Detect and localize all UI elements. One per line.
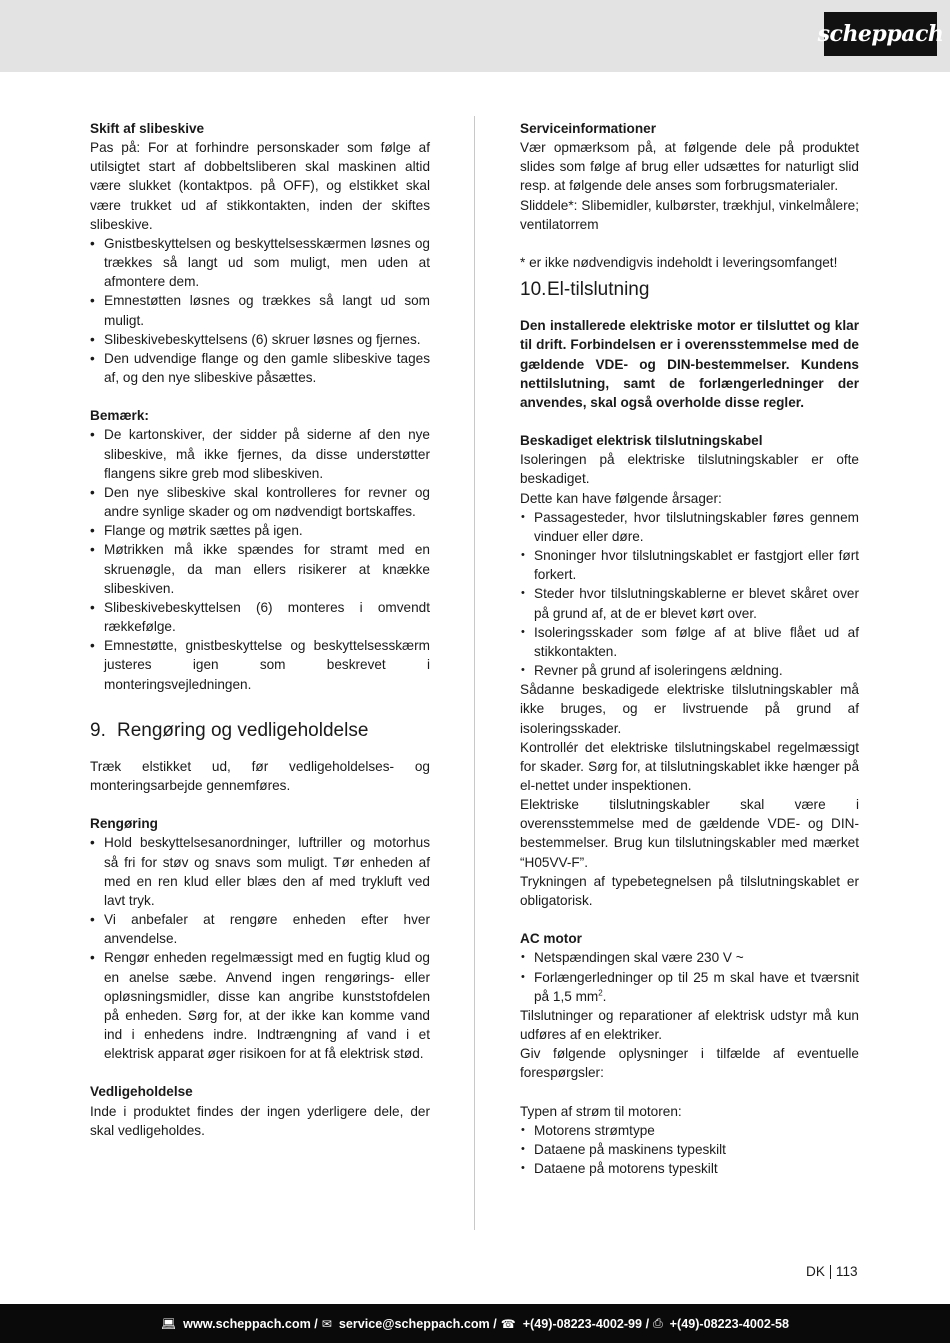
heading-cleaning: Rengøring: [90, 816, 158, 832]
paragraph: Kontrollér det elektriske tilslutningskabel regelmæssigt for skader. Sørg for, at tilslutningskablet ikke hænger på el-nettet under inspektionen.: [520, 739, 859, 793]
list-item: • Vi anbefaler at rengøre enheden efter hver anvendelse.: [90, 910, 430, 948]
list-item: • Slibeskivebeskyttelsens (6) skruer løsnes og fjernes.: [90, 330, 430, 349]
list-item: • Hold beskyttelsesanordninger, luftriller og motorhus så fri for støv og snavs som muligt. Tør enheden af med en ren klud eller blæs den af med trykluft ved lavt tryk.: [90, 833, 430, 910]
section-title-text: El-tilslutning: [547, 279, 650, 301]
list-item: • Dataene på motorens typeskilt: [520, 1159, 859, 1178]
list: [90, 234, 430, 387]
list-item: • Slibeskivebeskyttelsen (6) monteres i omvendt rækkefølge.: [90, 598, 430, 636]
page-number-separator: [830, 1265, 831, 1279]
footer-email: service@scheppach.com /: [338, 1316, 497, 1331]
list-item: • Emnestøtte, gnistbeskyttelse og beskyttelsesskærm justeres igen som beskrevet i monteringsvejledningen.: [90, 636, 430, 693]
list: [520, 508, 859, 680]
list-item: • Rengør enheden regelmæssigt med en fugtig klud og en anelse sæbe. Anvend ingen rengørings- eller opløsningsmidler, disse kan angribe kunststofdelen på enheden. Sørg for, at der ikke kan komme vand ind i enhedens indre. Indtrængning af vand i et elektrisk apparat øger risikoen for at få elektrisk stød.: [90, 948, 430, 1063]
list-item-end: .: [602, 988, 607, 1004]
paragraph: Giv følgende oplysninger i tilfælde af eventuelle forespørgsler:: [520, 1046, 859, 1081]
list-item: • Passagesteder, hvor tilslutningskabler føres gennem vinduer eller døre.: [520, 508, 859, 546]
footer-phone: +(49)-08223-4002-99 /: [522, 1316, 650, 1331]
heading-grinding-wheel-change: Skift af slibeskive: [90, 121, 205, 136]
footer-bar: [0, 1304, 950, 1343]
list-item: • Flange og møtrik sættes på igen.: [90, 521, 430, 540]
paragraph: Typen af strøm til motoren:: [520, 1103, 682, 1119]
section-number: 9.: [90, 719, 106, 741]
paragraph: Trykningen af typebetegnelsen på tilslutningskablet er obligatorisk.: [520, 873, 859, 908]
footer-fax: +(49)-08223-4002-58: [669, 1316, 790, 1331]
list-item: • De kartonskiver, der sidder på siderne af den nye slibeskive, må ikke fjernes, da disse understøtter flangens sikre greb mod slibeskiven.: [90, 425, 430, 482]
heading-note: Bemærk:: [90, 408, 149, 424]
list: [90, 833, 430, 1063]
list-item: • Møtrikken må ikke spændes for stramt med en skruenøgle, da man ellers risikerer at knække slibeskiven.: [90, 540, 430, 597]
paragraph: Dette kan have følgende årsager:: [520, 490, 722, 506]
paragraph: Vær opmærksom på, at følgende dele på produktet slides som følge af brug eller udsættes for naturligt slid resp. at følgende dele anses som forbrugsmaterialer.: [520, 140, 859, 194]
heading-ac-motor: AC motor: [520, 931, 582, 947]
email-icon: ✉︎: [321, 1316, 332, 1331]
list: [520, 948, 859, 1005]
list-item: • Motorens strømtype: [520, 1121, 859, 1140]
computer-icon: 💻︎: [160, 1316, 177, 1331]
section-title-9: [90, 719, 430, 743]
paragraph: Isoleringen på elektriske tilslutningskabler er ofte beskadiget.: [520, 452, 859, 487]
right-column: [520, 119, 859, 1178]
list-item: • Gnistbeskyttelsen og beskyttelsesskærmen løsnes og trækkes så langt ud som muligt, men uden at afmontere dem.: [90, 234, 430, 291]
list-item: • Den udvendige flange og den gamle slibeskive tages af, og den nye slibeskive påsættes.: [90, 349, 430, 387]
left-column: [90, 119, 430, 1140]
paragraph: Elektriske tilslutningskabler skal være i overensstemmelse med de gældende VDE- og DIN-bestemmelser. Brug kun tilslutningskabler med mærket “H05VV-F”.: [520, 797, 859, 870]
bold-paragraph: Den installerede elektriske motor er tilsluttet og klar til drift. Forbindelsen er i overensstemmelse med de gældende VDE- og DIN-bestemmelser. Kundens nettilslutning, samt de forlængerledninger der anvendes, skal også overholde disse regler.: [520, 318, 859, 410]
heading-maintenance: Vedligeholdelse: [90, 1084, 193, 1100]
column-divider: [474, 116, 475, 1230]
list: [520, 1121, 859, 1178]
section-number: 10.: [520, 279, 547, 301]
paragraph: Inde i produktet findes der ingen yderligere dele, der skal vedligeholdes.: [90, 1103, 430, 1138]
heading-service-info: Serviceinformationer: [520, 121, 656, 136]
paragraph: Tilslutninger og reparationer af elektrisk udstyr må kun udføres af en elektriker.: [520, 1007, 859, 1042]
footer-website: www.scheppach.com /: [183, 1316, 318, 1331]
list-item: • Dataene på maskinens typeskilt: [520, 1140, 859, 1159]
scheppach-logo: scheppach: [824, 12, 937, 56]
page-language: DK: [806, 1264, 825, 1279]
list-item: • Emnestøtten løsnes og trækkes så langt ud som muligt.: [90, 291, 430, 329]
paragraph: Pas på: For at forhindre personskader som følge af utilsigtet start af dobbeltsliberen skal maskinen altid være slukket (kontaktpos. på OFF), og elstikket skal være trukket ud af stikkontakten, inden der skiftes slibeskive.: [90, 140, 430, 232]
list-item: • Den nye slibeskive skal kontrolleres for revner og andre synlige skader og om nødvendigt bortskaffes.: [90, 483, 430, 521]
list-item: • Netspændingen skal være 230 V ~: [520, 948, 859, 967]
page-number-value: 113: [835, 1264, 858, 1279]
heading-damaged-cable: Beskadiget elektrisk tilslutningskabel: [520, 433, 763, 449]
paragraph: Sådanne beskadigede elektriske tilslutningskabler må ikke bruges, og er livstruende på grund af isoleringsskader.: [520, 682, 859, 736]
phone-icon: ☎︎: [500, 1316, 516, 1331]
list-item: • Steder hvor tilslutningskablerne er blevet skåret over på grund af, at de er blevet kørt over.: [520, 584, 859, 622]
paragraph: Træk elstikket ud, før vedligeholdelses- og monteringsarbejde gennemføres.: [90, 758, 430, 793]
list: [90, 425, 430, 693]
list-item: [520, 968, 859, 1006]
page-number: [806, 1264, 858, 1279]
fax-icon: ⎙: [653, 1316, 663, 1330]
section-title-text: Rengøring og vedligeholdelse: [117, 719, 369, 741]
paragraph: Sliddele*: Slibemidler, kulbørster, trækhjul, vinkelmålere; ventilatorrem: [520, 197, 859, 232]
list-item: • Snoninger hvor tilslutningskablet er fastgjort eller ført forkert.: [520, 546, 859, 584]
header-bar: [0, 0, 950, 72]
list-item-text: Forlængerledninger op til 25 m skal have et tværsnit på 1,5 mm: [534, 969, 859, 1004]
list-item: • Revner på grund af isoleringens ældning.: [520, 661, 859, 680]
footnote: * er ikke nødvendigvis indeholdt i leveringsomfanget!: [520, 255, 838, 271]
list-item: • Isoleringsskader som følge af at blive flået ud af stikkontakten.: [520, 623, 859, 661]
superscript: 2: [598, 988, 603, 998]
section-title-10: [520, 278, 859, 302]
